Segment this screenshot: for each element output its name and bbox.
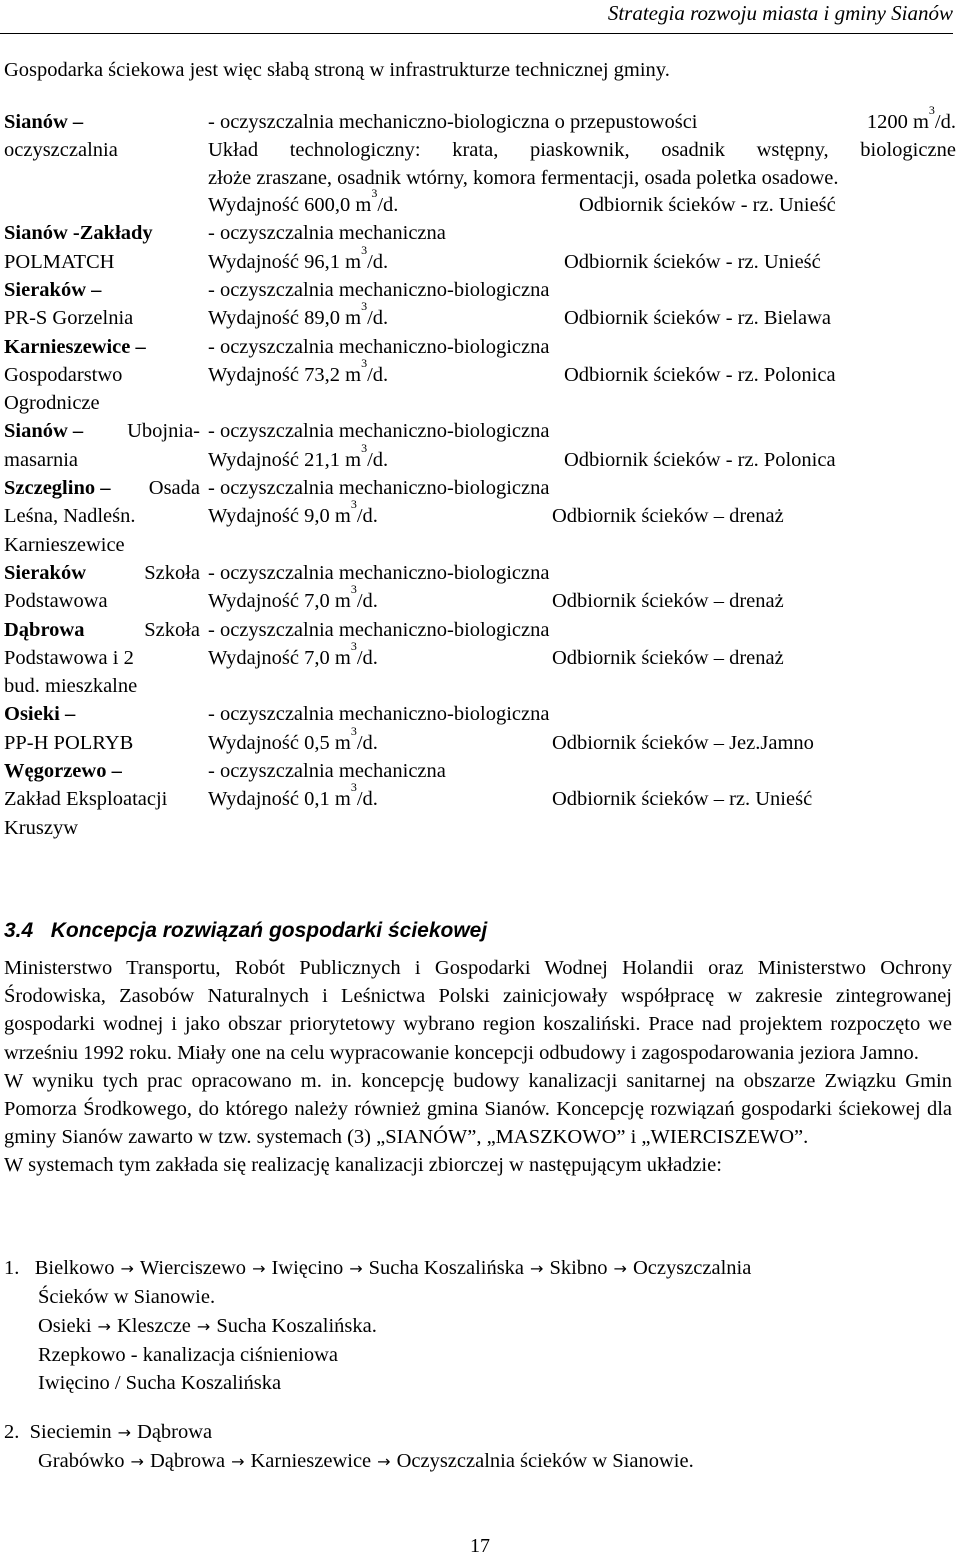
plant-desc: - oczyszczalnia mechaniczno-biologiczna Wydajność 7,0 $m^3/d$. Odbiornik ścieków – drenaż: [208, 561, 784, 613]
arrow-right-icon: →: [97, 1316, 111, 1336]
plant-desc: - oczyszczalnia mechaniczno-biologiczna Wydajność 21,1 $m^3/d$. Odbiornik ścieków - rz. Polonica: [208, 420, 836, 471]
plant-name: Sianów -Zakłady POLMATCH: [4, 222, 153, 273]
plant-name: Osieki – PP-H POLRYB: [4, 703, 134, 754]
plant-row: [0, 559, 960, 616]
arrow-right-icon: →: [117, 1423, 132, 1442]
plant-row: [0, 700, 960, 757]
plant-row: [0, 219, 960, 276]
plant-desc: - oczyszczalnia mechaniczno-biologiczna o przepustowości 1200 $m^3/d$. Układ technologiczny: krata, piaskownik, osadnik wstępny, biologiczne złoże zraszane, osadnik wtórny, komora fermentacji, osada poletka osadowe. Wydajność 600,0 $m^3/d$. Odbiornik ścieków - rz. Unieść: [208, 103, 956, 217]
plant-row: [0, 616, 960, 701]
plant-desc: - oczyszczalnia mechaniczno-biologiczna Wydajność 9,0 $m^3/d$. Odbiornik ścieków – drenaż: [208, 477, 784, 528]
intro-text: Gospodarka ściekowa jest więc słabą stroną w infrastrukturze technicznej gminy.: [4, 59, 670, 81]
plant-desc: - oczyszczalnia mechaniczna Wydajność 96,1 $m^3/d$. Odbiornik ścieków - rz. Unieść: [208, 222, 821, 273]
list-item-2: 2. Sieciemin → Dąbrowa Grabówko → Dąbrowa → Karnieszewice → Oczyszczalnia ścieków w Sianowie.: [4, 1421, 694, 1473]
page-number: 17: [470, 1535, 490, 1557]
plant-name: Sianów – oczyszczalnia: [4, 111, 118, 162]
plant-desc: - oczyszczalnia mechaniczno-biologiczna Wydajność 0,5 $m^3/d$. Odbiornik ścieków – Jez.Jamno: [208, 703, 814, 754]
plant-desc: - oczyszczalnia mechaniczno-biologiczna Wydajność 7,0 $m^3/d$. Odbiornik ścieków – drenaż: [208, 618, 784, 669]
arrow-right-icon: →: [613, 1259, 627, 1278]
list-item-1: 1. Bielkowo → Wierciszewo → Iwięcino → Sucha Koszalińska → Skibno → Oczyszczalnia Ścieków w Sianowie. Osieki → Kleszcze → Sucha Koszalińska. Rzepkowo - kanalizacja ciśnieniowa Iwięcino / Sucha Koszalińska: [4, 1257, 752, 1395]
arrow-right-icon: →: [530, 1259, 544, 1278]
plant-row: [0, 474, 960, 559]
arrow-right-icon: →: [231, 1452, 245, 1472]
page-header: [0, 0, 953, 34]
plant-name: Sianów – Ubojnia- masarnia: [4, 420, 200, 471]
paragraph: Ministerstwo Transportu, Robót Publicznych i Gospodarki Wodnej Holandii oraz Ministerstwo Ochrony Środowiska, Zasobów Naturalnych i Leśnictwa Polski zainicjowały współpracę w zakresie zintegrowanej gospodarki wodnej i jako obszar priorytetowy wybrano region koszaliński. Prace nad projektem rozpoczęto we wrześniu 1992 roku. Miały one na celu wypracowanie koncepcji odbudowy i zagospodarowania jeziora Jamno.: [4, 957, 952, 1064]
arrow-right-icon: →: [252, 1259, 266, 1278]
plant-row: [0, 757, 960, 842]
arrow-right-icon: →: [196, 1316, 211, 1336]
arrow-right-icon: →: [377, 1452, 391, 1472]
plant-desc: - oczyszczalnia mechaniczno-biologiczna Wydajność 89,0 $m^3/d$. Odbiornik ścieków - rz. Bielawa: [208, 278, 831, 330]
plant-desc: - oczyszczalnia mechaniczno-biologiczna Wydajność 73,2 $m^3/d$. Odbiornik ścieków - rz. Polonica: [208, 335, 836, 386]
section-heading: 3.4 Koncepcja rozwiązań gospodarki ściekowej: [4, 919, 488, 942]
plant-row: [0, 417, 960, 474]
plant-name: Karnieszewice – Gospodarstwo Ogrodnicze: [4, 335, 146, 415]
plant-name: Węgorzewo – Zakład Eksploatacji Kruszyw: [4, 760, 168, 839]
section-body: [4, 954, 952, 1180]
arrow-right-icon: →: [120, 1259, 134, 1278]
plant-name: Sieraków Szkoła Podstawowa: [4, 561, 200, 613]
arrow-right-icon: →: [130, 1452, 144, 1472]
plant-name: Dąbrowa Szkoła Podstawowa i 2 bud. mieszkalne: [4, 618, 200, 698]
paragraph: W wyniku tych prac opracowano m. in. koncepcję budowy kanalizacji sanitarnej na obszarze Związku Gmin Pomorza Środkowego, do którego należy również gmina Sianów. Koncepcję rozwiązań gospodarki ściekowej dla gminy Sianów zawarto w tzw. systemach (3) „SIANÓW”, „MASZKOWO” i „WIERCISZEWO”.: [4, 1069, 952, 1149]
plant-row: [0, 276, 960, 333]
paragraph: W systemach tym zakłada się realizację kanalizacji zbiorczej w następującym układzie:: [4, 1154, 722, 1177]
plant-row: [0, 333, 960, 418]
plants-table: [0, 103, 960, 842]
arrow-right-icon: →: [349, 1259, 363, 1278]
header-title: Strategia rozwoju miasta i gminy Sianów: [607, 1, 953, 25]
plant-desc: - oczyszczalnia mechaniczna Wydajność 0,1 $m^3/d$. Odbiornik ścieków – rz. Unieść: [208, 760, 813, 811]
plant-name: Szczeglino – Osada Leśna, Nadleśn. Karnieszewice: [4, 477, 200, 556]
plant-row: [0, 103, 960, 219]
plant-name: Sieraków – PR-S Gorzelnia: [4, 278, 134, 330]
